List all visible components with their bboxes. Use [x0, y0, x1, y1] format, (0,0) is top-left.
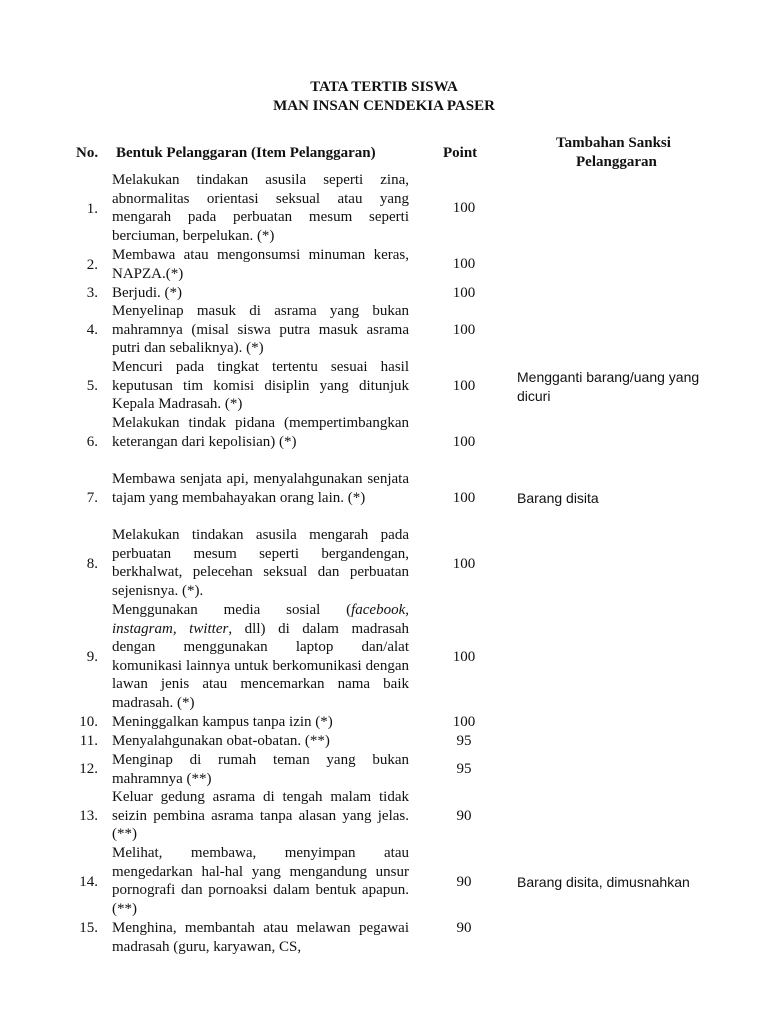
- row-number: 12.: [79, 761, 98, 777]
- row-number: 7.: [86, 490, 98, 506]
- row-number: 5.: [86, 378, 98, 394]
- row-number: 11.: [79, 733, 98, 749]
- row-number: 9.: [86, 649, 98, 665]
- document-subtitle: MAN INSAN CENDEKIA PASER: [273, 98, 495, 114]
- row-sanction: Mengganti barang/uang yang dicuri: [517, 369, 700, 404]
- header-bentuk: Bentuk Pelanggaran (Item Pelanggaran): [116, 145, 376, 161]
- row-number: 15.: [79, 920, 98, 936]
- row-description: Melakukan tindakan asusila seperti zina, abnormalitas orientasi seksual atau yang mengarah pada perbuatan mesum seperti berciuman, berpelukan. (*): [112, 172, 409, 244]
- row-number: 4.: [86, 322, 98, 338]
- row-description: Menghina, membantah atau melawan pegawai madrasah (guru, karyawan, CS,: [112, 920, 409, 955]
- row-point: 100: [452, 322, 476, 338]
- document-title: TATA TERTIB SISWA: [310, 79, 458, 95]
- row-point: 95: [456, 733, 472, 749]
- desc-text: Menggunakan media sosial (: [112, 602, 352, 618]
- row-point: 100: [452, 256, 476, 272]
- row-point: 100: [452, 490, 476, 506]
- desc-text: , dll) di dalam madrasah dengan menggunakan laptop dan/alat komunikasi lainnya untuk berkomunikasi dengan lawan jenis atau mencemarkan nama baik madrasah. (*): [112, 620, 410, 711]
- row-description: Meninggalkan kampus tanpa izin (*): [112, 714, 333, 730]
- row-description: Menginap di rumah teman yang bukan mahramnya (**): [112, 752, 409, 787]
- row-point: 90: [456, 920, 472, 936]
- row-point: 100: [452, 378, 476, 394]
- row-number: 2.: [86, 257, 98, 273]
- desc-italic: facebook, instagram, twitter: [112, 602, 409, 637]
- row-point: 100: [452, 285, 476, 301]
- row-description: Membawa atau mengonsumsi minuman keras, NAPZA.(*): [112, 247, 409, 282]
- row-sanction: Barang disita: [517, 490, 599, 506]
- row-description: Melakukan tindak pidana (mempertimbangkan keterangan dari kepolisian) (*): [112, 415, 409, 450]
- row-point: 100: [452, 434, 476, 450]
- row-number: 1.: [86, 201, 98, 217]
- row-point: 95: [456, 761, 472, 777]
- row-number: 8.: [86, 556, 98, 572]
- header-no: No.: [76, 145, 99, 161]
- row-point: 100: [452, 200, 476, 216]
- row-point: 90: [456, 808, 472, 824]
- header-sanksi-line1: Tambahan Sanksi: [556, 135, 671, 151]
- row-point: 100: [452, 556, 476, 572]
- row-description: Berjudi. (*): [112, 285, 182, 301]
- row-number: 10.: [79, 714, 98, 730]
- row-description: Melihat, membawa, menyimpan atau mengedarkan hal-hal yang mengandung unsur pornografi dan pornoaksi dalam bentuk apapun. (**): [112, 845, 409, 917]
- row-description: Mencuri pada tingkat tertentu sesuai hasil keputusan tim komisi disiplin yang ditunjuk Kepala Madrasah. (*): [112, 359, 409, 413]
- row-description: Melakukan tindakan asusila mengarah pada perbuatan mesum seperti bergandengan, berkhalwat, pelecehan seksual dan perbuatan sejenisnya. (*).: [112, 527, 409, 599]
- header-point: Point: [443, 145, 478, 161]
- row-description: Menyelinap masuk di asrama yang bukan mahramnya (misal siswa putra masuk asrama putri dan sebaliknya). (*): [112, 303, 409, 357]
- row-description: Menyalahgunakan obat-obatan. (**): [112, 733, 330, 749]
- row-description: [112, 601, 409, 713]
- row-number: 3.: [86, 285, 98, 301]
- row-description: Membawa senjata api, menyalahgunakan senjata tajam yang membahayakan orang lain. (*): [112, 471, 409, 506]
- row-number: 13.: [79, 808, 98, 824]
- row-description: Keluar gedung asrama di tengah malam tidak seizin pembina asrama tanpa alasan yang jelas. (**): [112, 789, 409, 843]
- header-sanksi-line2: Pelanggaran: [576, 154, 657, 170]
- row-point: 100: [452, 649, 476, 665]
- row-number: 14.: [79, 874, 98, 890]
- row-number: 6.: [86, 434, 98, 450]
- row-point: 90: [456, 874, 472, 890]
- row-point: 100: [452, 714, 476, 730]
- row-sanction: Barang disita, dimusnahkan: [517, 874, 690, 890]
